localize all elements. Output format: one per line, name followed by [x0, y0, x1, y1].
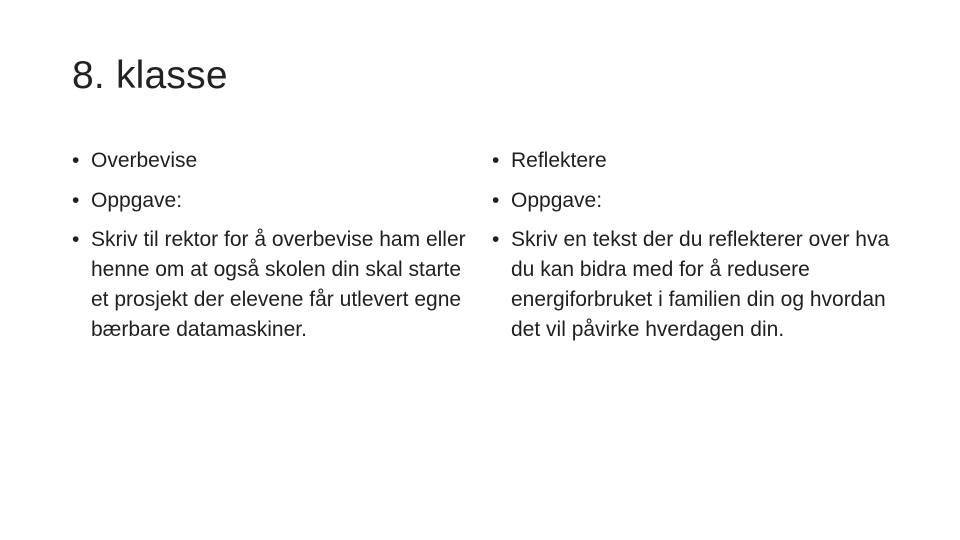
bullet-icon: •: [492, 149, 500, 172]
list-item: [72, 225, 472, 345]
bullet-icon: •: [72, 149, 80, 172]
right-content-column: [492, 146, 892, 345]
bullet-icon: •: [492, 228, 500, 251]
list-item: [492, 186, 892, 216]
bullet-text: Oppgave:: [91, 188, 183, 212]
left-content-column: [72, 146, 472, 345]
right-bullet-list: [492, 146, 892, 345]
list-item: [492, 225, 892, 345]
bullet-text: Skriv til rektor for å overbevise ham eller henne om at også skolen din skal starte et prosjekt der elevene får utlevert egne bærbare datamaskiner.: [91, 228, 466, 341]
list-item: [72, 186, 472, 216]
bullet-text: Skriv en tekst der du reflekterer over hva du kan bidra med for å redusere energiforbruket i familien din og hvordan det vil påvirke hverdagen din.: [511, 228, 890, 341]
list-item: [72, 146, 472, 176]
bullet-text: Reflektere: [511, 149, 607, 172]
bullet-text: Oppgave:: [511, 188, 603, 212]
left-bullet-list: [72, 146, 472, 345]
bullet-icon: •: [492, 188, 500, 212]
bullet-icon: •: [72, 228, 80, 251]
bullet-text: Overbevise: [91, 149, 198, 172]
bullet-icon: •: [72, 188, 80, 212]
slide-title: 8. klasse: [72, 54, 228, 97]
list-item: [492, 146, 892, 176]
